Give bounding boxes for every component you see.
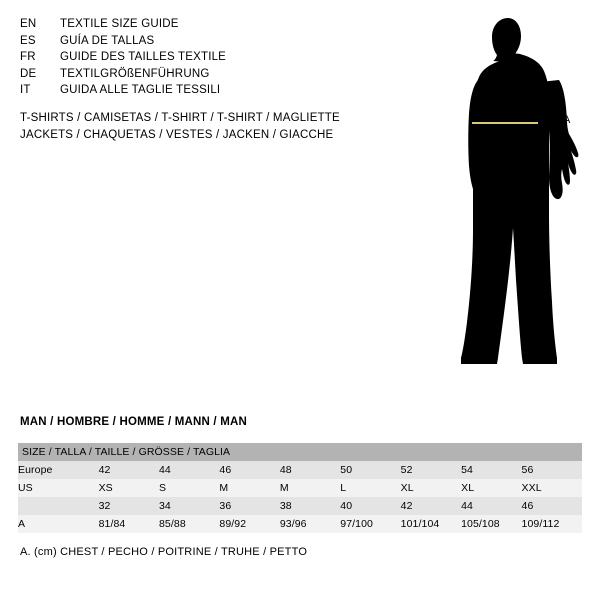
row-value: 34 <box>159 497 219 515</box>
language-text: TEXTILGRÖßENFÜHRUNG <box>60 67 210 80</box>
row-value: 52 <box>401 461 461 479</box>
row-value: 54 <box>461 461 521 479</box>
row-value: 36 <box>219 497 279 515</box>
language-text: GUÍA DE TALLAS <box>60 34 155 47</box>
row-value: 32 <box>99 497 159 515</box>
male-silhouette-figure <box>400 10 600 405</box>
language-row <box>20 82 380 99</box>
footnote-chest-measure: A. (cm) CHEST / PECHO / POITRINE / TRUHE / PETTO <box>20 546 308 558</box>
table-row <box>18 461 582 479</box>
row-label: A <box>18 515 99 533</box>
garment-categories <box>20 110 420 144</box>
row-value: 48 <box>280 461 340 479</box>
row-value: M <box>280 479 340 497</box>
row-value: 44 <box>461 497 521 515</box>
table-header-label: SIZE / TALLA / TAILLE / GRÖSSE / TAGLIA <box>18 443 582 461</box>
category-jackets: JACKETS / CHAQUETAS / VESTES / JACKEN / GIACCHE <box>20 129 334 141</box>
row-value: 81/84 <box>99 515 159 533</box>
language-text: GUIDE DES TAILLES TEXTILE <box>60 51 227 63</box>
row-value: 44 <box>159 461 219 479</box>
language-code: IT <box>20 84 31 96</box>
row-label <box>18 497 99 515</box>
table-row <box>18 497 582 515</box>
language-text: GUIDA ALLE TAGLIE TESSILI <box>60 84 221 96</box>
row-value: 89/92 <box>219 515 279 533</box>
measure-label-a: A <box>563 114 571 126</box>
language-row <box>20 66 380 83</box>
language-row <box>20 16 380 33</box>
row-value: XL <box>461 479 521 497</box>
language-code: ES <box>20 34 36 47</box>
language-text: TEXTILE SIZE GUIDE <box>60 18 179 30</box>
row-value: 93/96 <box>280 515 340 533</box>
row-value: 42 <box>401 497 461 515</box>
row-value: XS <box>99 479 159 497</box>
row-value: 85/88 <box>159 515 219 533</box>
table-row <box>18 515 582 533</box>
row-value: 46 <box>219 461 279 479</box>
row-value: S <box>159 479 219 497</box>
language-code: EN <box>20 18 37 30</box>
size-table <box>18 443 582 533</box>
table-row <box>18 479 582 497</box>
language-code: DE <box>20 67 37 80</box>
row-value: 40 <box>340 497 400 515</box>
row-value: 50 <box>340 461 400 479</box>
row-value: 97/100 <box>340 515 400 533</box>
row-value: 105/108 <box>461 515 521 533</box>
table-title-man: MAN / HOMBRE / HOMME / MANN / MAN <box>20 416 248 428</box>
row-value: M <box>219 479 279 497</box>
row-value: 101/104 <box>401 515 461 533</box>
row-value: 46 <box>522 497 582 515</box>
silhouette-icon <box>400 10 600 405</box>
row-value: XXL <box>522 479 582 497</box>
row-value: L <box>340 479 400 497</box>
row-value: 109/112 <box>522 515 582 533</box>
language-row <box>20 33 380 50</box>
category-tshirts: T-SHIRTS / CAMISETAS / T-SHIRT / T-SHIRT / MAGLIETTE <box>20 112 340 124</box>
row-value: XL <box>401 479 461 497</box>
row-value: 42 <box>99 461 159 479</box>
language-header-block <box>20 16 380 99</box>
row-value: 56 <box>522 461 582 479</box>
row-label: US <box>18 479 99 497</box>
language-row <box>20 49 380 66</box>
row-label: Europe <box>18 461 99 479</box>
table-header-row <box>18 443 582 461</box>
row-value: 38 <box>280 497 340 515</box>
language-code: FR <box>20 51 36 63</box>
